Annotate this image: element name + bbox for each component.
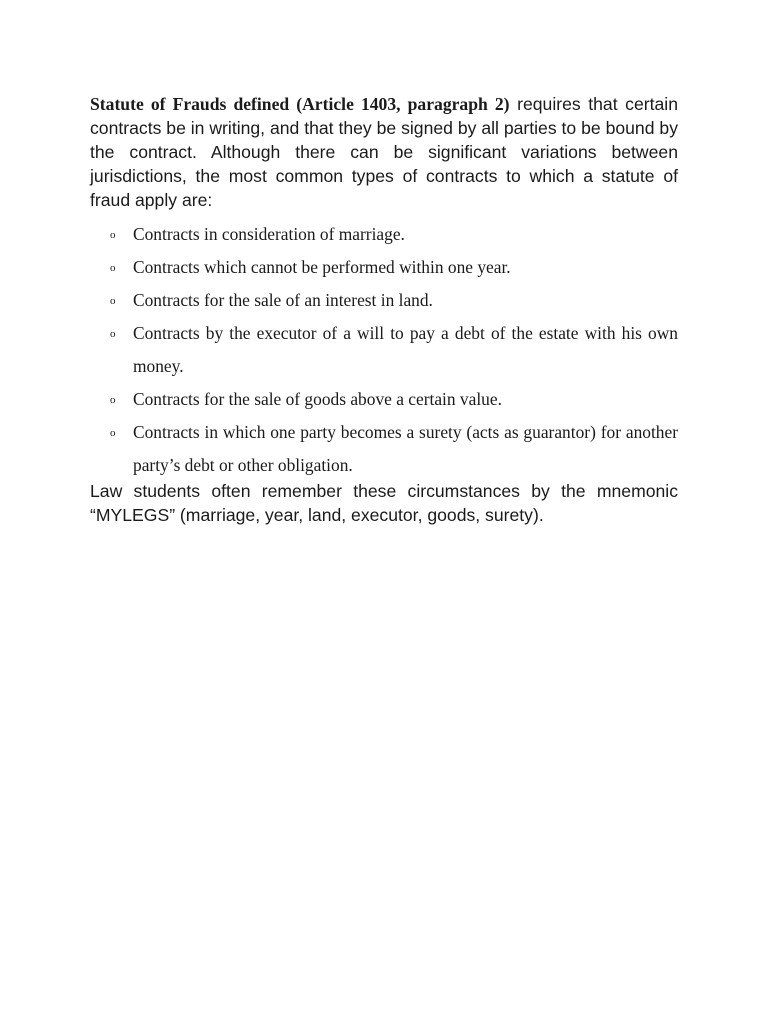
list-item [90, 317, 678, 383]
list-item-text: Contracts in which one party becomes a surety (acts as guarantor) for another party’s debt or other obligation. [133, 422, 678, 475]
intro-lead: Statute of Frauds defined (Article 1403, paragraph 2) [90, 94, 510, 114]
list-item [90, 383, 678, 416]
list-item-text: Contracts which cannot be performed within one year. [133, 257, 511, 277]
list-item [90, 251, 678, 284]
intro-text: requires that certain contracts be in writing, and that they be signed by all parties to be bound by the contract. Although there can be significant variations between jurisdictions, the most common types of contracts to which a statute of fraud apply are: [90, 94, 678, 210]
list-item-text: Contracts for the sale of an interest in land. [133, 290, 433, 310]
document-page [90, 92, 678, 527]
bullet-marker: o [110, 427, 116, 439]
list-item [90, 218, 678, 251]
intro-paragraph [90, 92, 678, 212]
bullet-marker: o [110, 394, 116, 406]
list-item-text: Contracts in consideration of marriage. [133, 224, 405, 244]
contract-types-list [90, 218, 678, 482]
list-item [90, 416, 678, 482]
bullet-marker: o [110, 262, 116, 274]
list-item [90, 284, 678, 317]
bullet-marker: o [110, 328, 116, 340]
bullet-marker: o [110, 295, 116, 307]
bullet-marker: o [110, 229, 116, 241]
closing-paragraph: Law students often remember these circumstances by the mnemonic “MYLEGS” (marriage, year, land, executor, goods, surety). [90, 481, 678, 525]
list-item-text: Contracts by the executor of a will to pay a debt of the estate with his own money. [133, 323, 678, 376]
list-item-text: Contracts for the sale of goods above a certain value. [133, 389, 502, 409]
